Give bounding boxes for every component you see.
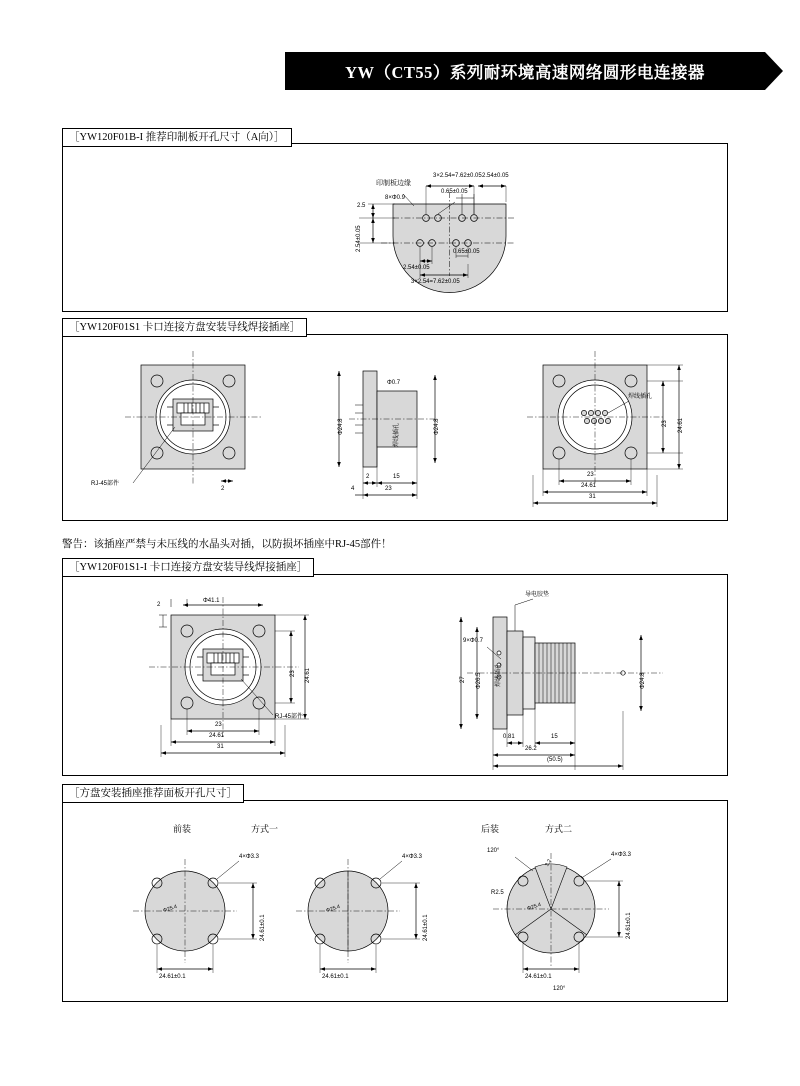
label-weld-hole-c: 焊线插孔 <box>496 662 502 687</box>
panel-yw120f01s1-i <box>62 574 728 776</box>
figure-panel-cutout <box>63 801 727 1001</box>
label-dim-23-bot: 23 <box>215 722 222 728</box>
label-dia-411: Φ41.1 <box>203 598 220 604</box>
label-hdim-a: 24.61±0.1 <box>159 974 186 980</box>
label-weld-hole-a: 焊线插孔 <box>394 422 400 447</box>
label-dia-248-a: Φ24.8 <box>338 418 344 435</box>
panel-pcb-hole <box>62 143 728 312</box>
label-width-32: 3.2 <box>544 858 553 868</box>
label-hdim-c: 24.61±0.1 <box>525 974 552 980</box>
label-dim-2461-a: 24.61 <box>678 417 684 433</box>
label-dia-265: Φ26.5 <box>476 672 482 689</box>
label-rj45-part-a: RJ-45部件 <box>91 481 120 487</box>
label-dim-262: 26.2 <box>525 746 537 752</box>
label-vdim-c: 24.61±0.1 <box>626 912 632 939</box>
label-dim-2461-c: 24.61 <box>581 483 597 489</box>
label-dim-left2: 2.54±0.05 <box>356 225 362 252</box>
label-holes-9x: 9×Φ0.7 <box>463 638 483 644</box>
warning-text: 警告：该插座严禁与未压线的水晶头对插，以防损坏插座中RJ-45部件！ <box>62 539 392 550</box>
label-front-mount: 前装 <box>173 824 192 834</box>
section-caption-panel-cutout: ［方盘安装插座推荐面板开孔尺寸］ <box>62 784 244 803</box>
label-dim-15-r: 15 <box>551 734 558 740</box>
label-dim-081: 0.81 <box>503 734 515 740</box>
label-dia-c: Φ25.4 <box>526 901 542 913</box>
figure-yw120f01s1-i <box>63 575 727 775</box>
label-mode-one: 方式一 <box>251 824 279 834</box>
label-dim-bottom3: 3×2.54=7.62±0.05 <box>411 279 460 285</box>
label-dim-23-a: 23 <box>662 420 668 427</box>
label-holes-c: 4×Φ3.3 <box>611 852 631 858</box>
label-angle-120-bottom: 120° <box>553 986 566 992</box>
label-vdim-b: 24.61±0.1 <box>423 914 429 941</box>
label-dim-top2: 2.54±0.05 <box>482 173 509 179</box>
label-weld-hole-b: 焊线插孔 <box>628 394 653 400</box>
label-rj45-part-b: RJ-45部件 <box>275 714 304 720</box>
label-dim-15: 15 <box>393 474 400 480</box>
figure-pcb-hole <box>63 144 727 311</box>
label-dim-bottom1: 2.54±0.05 <box>403 265 430 271</box>
label-dim-31: 31 <box>217 744 224 750</box>
label-rubber-pad: 导电胶垫 <box>525 592 550 598</box>
page-title: YW（CT55）系列耐环境高速网络圆形电连接器 <box>345 63 705 82</box>
label-r25: R2.5 <box>491 890 504 896</box>
panel-panel-cutout <box>62 800 728 1002</box>
label-dia-b: Φ25.4 <box>325 903 341 915</box>
label-dim-bottom2: 0.65±0.05 <box>453 249 480 255</box>
label-pcb-edge: 印制板边缘 <box>376 180 411 187</box>
label-dim-23-c: 23 <box>587 472 594 478</box>
label-dim-top3: 0.65±0.05 <box>441 189 468 195</box>
label-rear-mount: 后装 <box>481 824 500 834</box>
label-vdim-a: 24.61±0.1 <box>260 914 266 941</box>
label-dim-23-b: 23 <box>385 486 392 492</box>
label-dim-2461-left: 24.61 <box>305 667 311 683</box>
label-dia-07: Φ0.7 <box>387 380 401 386</box>
label-dia-248-r: Φ24.8 <box>640 672 646 689</box>
panel-yw120f01s1 <box>62 334 728 521</box>
label-dim-505: (50.5) <box>547 757 563 763</box>
label-dim-23-left: 23 <box>290 670 296 677</box>
label-dia-a: Φ25.4 <box>162 903 178 915</box>
figure-yw120f01s1 <box>63 335 727 520</box>
label-dim-31-c: 31 <box>589 494 596 500</box>
page-header <box>285 52 765 90</box>
label-holes-b: 4×Φ3.3 <box>402 854 422 860</box>
label-dim-2461-bot: 24.61 <box>209 733 225 739</box>
label-dim-2-mid: 2 <box>366 474 370 480</box>
label-dia-248-b: Φ24.8 <box>434 418 440 435</box>
label-holes-a: 4×Φ3.3 <box>239 854 259 860</box>
label-dim-2-top: 2 <box>157 602 161 608</box>
label-hdim-b: 24.61±0.1 <box>322 974 349 980</box>
label-dim-top1: 3×2.54=7.62±0.05 <box>433 173 482 179</box>
label-dim-4: 4 <box>351 486 355 492</box>
label-dim-27: 27 <box>460 676 466 683</box>
label-angle-120-top: 120° <box>487 848 500 854</box>
section-caption-yw120f01s1-i: ［YW120F01S1-I 卡口连接方盘安装导线焊接插座］ <box>62 558 314 577</box>
label-holes-8x: 8×Φ0.9 <box>385 195 405 201</box>
label-dim-2-small: 2 <box>221 486 225 492</box>
label-mode-two: 方式二 <box>545 824 573 834</box>
section-caption-yw120f01s1: ［YW120F01S1 卡口连接方盘安装导线焊接插座］ <box>62 318 307 337</box>
section-caption-pcb-hole: ［YW120F01B-I 推荐印制板开孔尺寸（A向）］ <box>62 128 292 147</box>
label-dim-left1: 2.5 <box>357 203 366 209</box>
